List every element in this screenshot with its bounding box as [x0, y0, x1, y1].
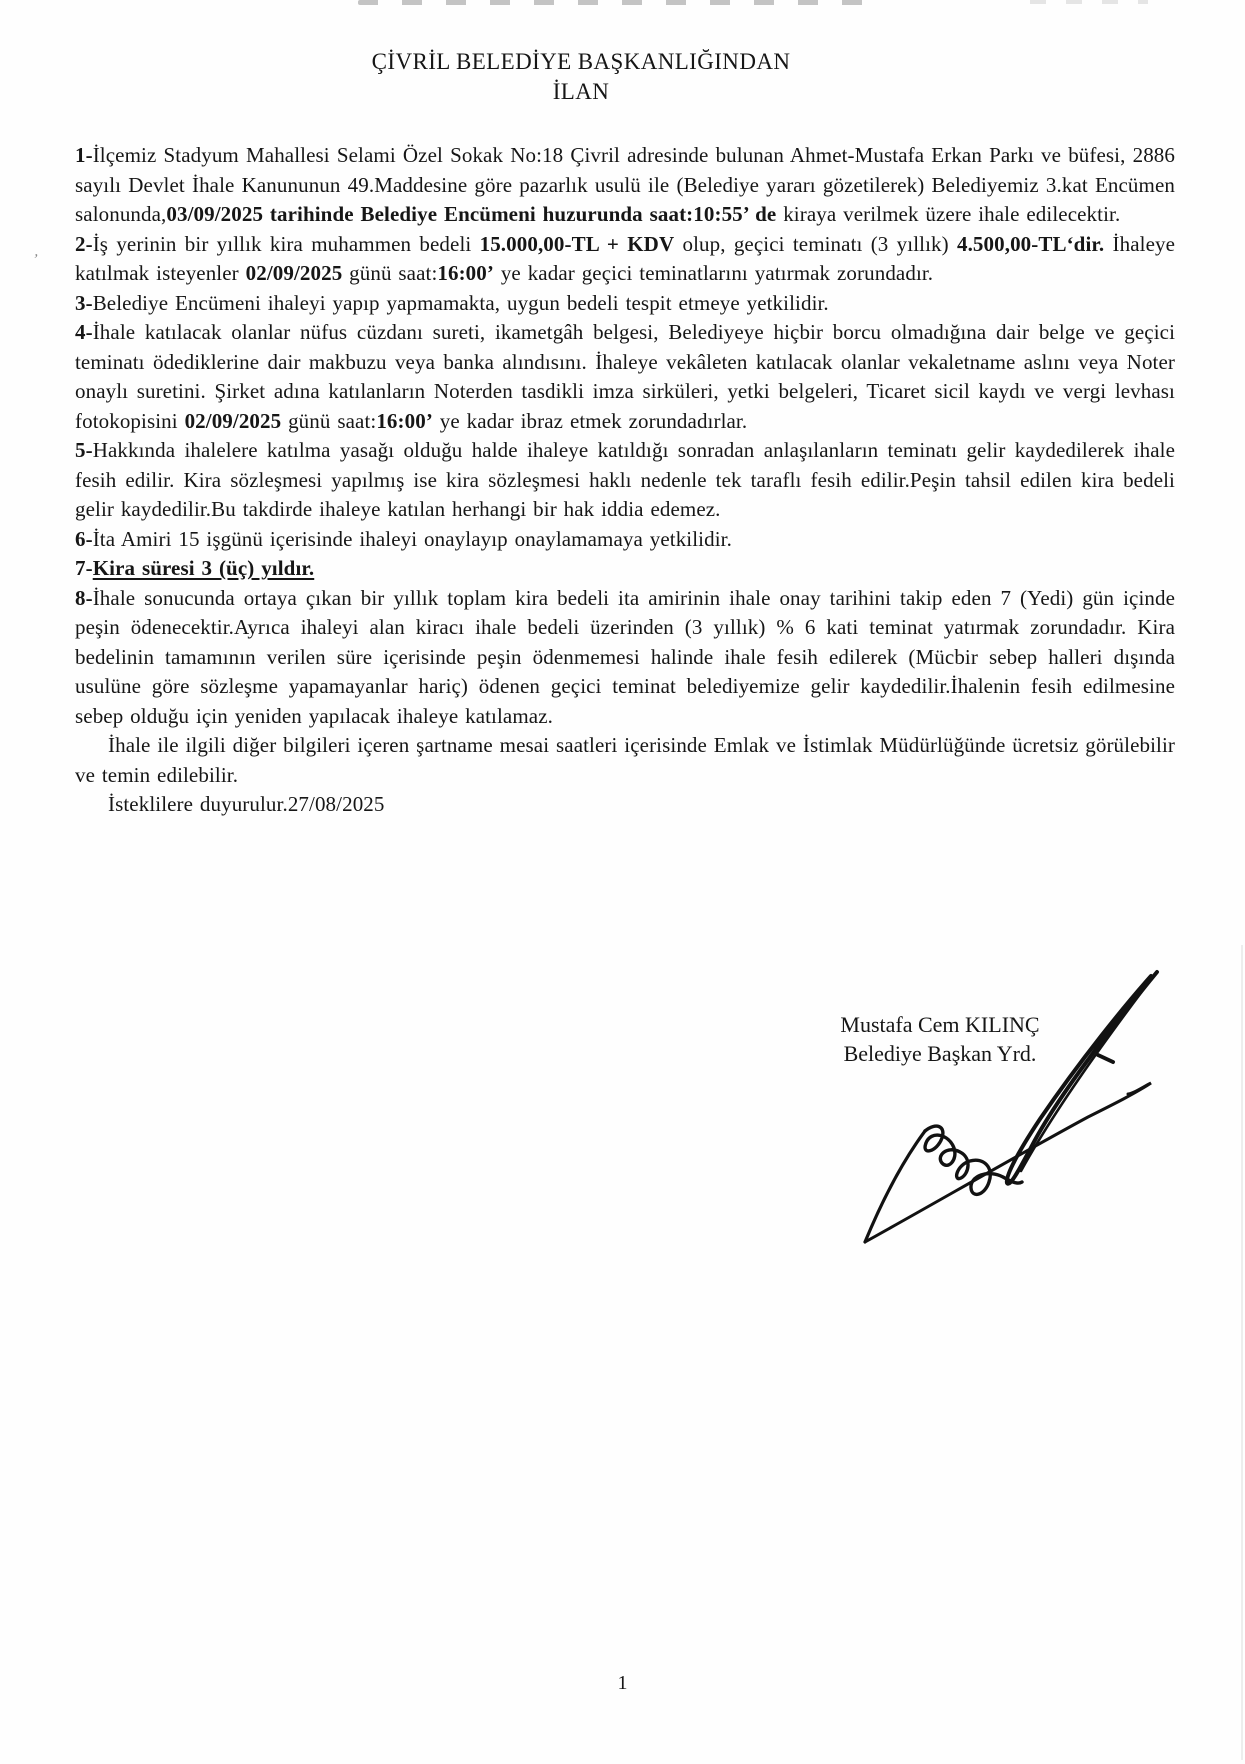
document-subtitle: İLAN — [552, 79, 610, 104]
scan-artifact-edge — [1241, 945, 1243, 1760]
signature-block — [795, 1010, 1085, 1068]
paragraph: 4-İhale katılacak olanlar nüfus cüzdanı sureti, ikametgâh belgesi, Belediyeye hiçbir borcu olmadığına dair belge ve geçici teminatı ödediklerine dair makbuzu veya banka alındısını. İhaleye vekâleten katılacak olanlar vekaletname aslını veya Noter onaylı suretini. Şirket adına katılanların Noterden tasdikli imza sirküleri, yetki belgeleri, Ticaret sicil kaydı ve vergi levhası fotokopisini 02/09/2025 günü saat:16:00’ ye kadar ibraz etmek zorundadırlar. — [75, 320, 1175, 433]
document-title: ÇİVRİL BELEDİYE BAŞKANLIĞINDAN — [371, 49, 791, 74]
scan-artifact-dashes — [358, 0, 883, 5]
paragraph: İhale ile ilgili diğer bilgileri içeren şartname mesai saatleri içerisinde Emlak ve İstimlak Müdürlüğünde ücretsiz görülebilir ve temin edilebilir. — [75, 733, 1175, 787]
paragraph: 3-Belediye Encümeni ihaleyi yapıp yapmamakta, uygun bedeli tespit etmeye yetkilidir. — [75, 290, 829, 315]
paragraph: 5-Hakkında ihalelere katılma yasağı olduğu halde ihaleye katıldığı sonradan anlaşılanların teminatı gelir kaydedilerek ihale fesih edilir. Kira sözleşmesi yapılmış ise kira sözleşmesi haklı nedenle tek taraflı fesih edilir.Peşin tahsil edilen kira bedeli gelir kaydedilir.Bu takdirde ihaleye katılan herhangi bir hak iddia edemez. — [75, 438, 1175, 521]
signatory-title: Belediye Başkan Yrd. — [843, 1041, 1037, 1066]
signatory-name: Mustafa Cem KILINÇ — [840, 1012, 1040, 1037]
scan-artifact-speck: ’ — [31, 251, 40, 269]
signature — [850, 955, 1170, 1255]
paragraph: İsteklilere duyurulur.27/08/2025 — [108, 792, 385, 816]
paragraph: 8-İhale sonucunda ortaya çıkan bir yıllık toplam kira bedeli ita amirinin ihale onay tarihini takip eden 7 (Yedi) gün içinde peşin ödenecektir.Ayrıca ihaleyi alan kiracı ihale bedeli üzerinden (3 yıllık) % 6 kati teminat yatırmak zorundadır. Kira bedelinin tamamının verilen süre içerisinde peşin ödenmemesi halinde ihale fesih edilerek (Mücbir sebep halleri dışında usulüne göre sözleşme yapamayanlar hariç) ödenen geçici teminat belediyemize gelir kaydedilir.İhalenin fesih edilmesine sebep olduğu için yeniden yapılacak ihaleye katılamaz. — [75, 585, 1175, 728]
paragraph: 6-İta Amiri 15 işgünü içerisinde ihaleyi onaylayıp onaylamamaya yetkilidir. — [75, 526, 732, 551]
document-body — [75, 141, 1175, 820]
paragraph: 7-Kira süresi 3 (üç) yıldır. — [75, 556, 315, 580]
document-header — [75, 47, 1087, 107]
scan-artifact-dashes — [1030, 0, 1148, 4]
paragraph: 1-İlçemiz Stadyum Mahallesi Selami Özel Sokak No:18 Çivril adresinde bulunan Ahmet-Mustafa Erkan Parkı ve büfesi, 2886 sayılı Devlet İhale Kanununun 49.Maddesine göre pazarlık usulü ile (Belediye yararı gözetilerek) Belediyemiz 3.kat Encümen salonunda,03/09/2025 tarihinde Belediye Encümeni huzurunda saat:10:55’ de kiraya verilmek üzere ihale edilecektir. — [75, 143, 1175, 226]
document-content — [75, 47, 1175, 820]
paragraph: 2-İş yerinin bir yıllık kira muhammen bedeli 15.000,00-TL + KDV olup, geçici teminatı (3 yıllık) 4.500,00-TL‘dir. İhaleye katılmak isteyenler 02/09/2025 günü saat:16:00’ ye kadar geçici teminatlarını yatırmak zorundadır. — [75, 231, 1176, 285]
page-number: 1 — [617, 1672, 628, 1694]
